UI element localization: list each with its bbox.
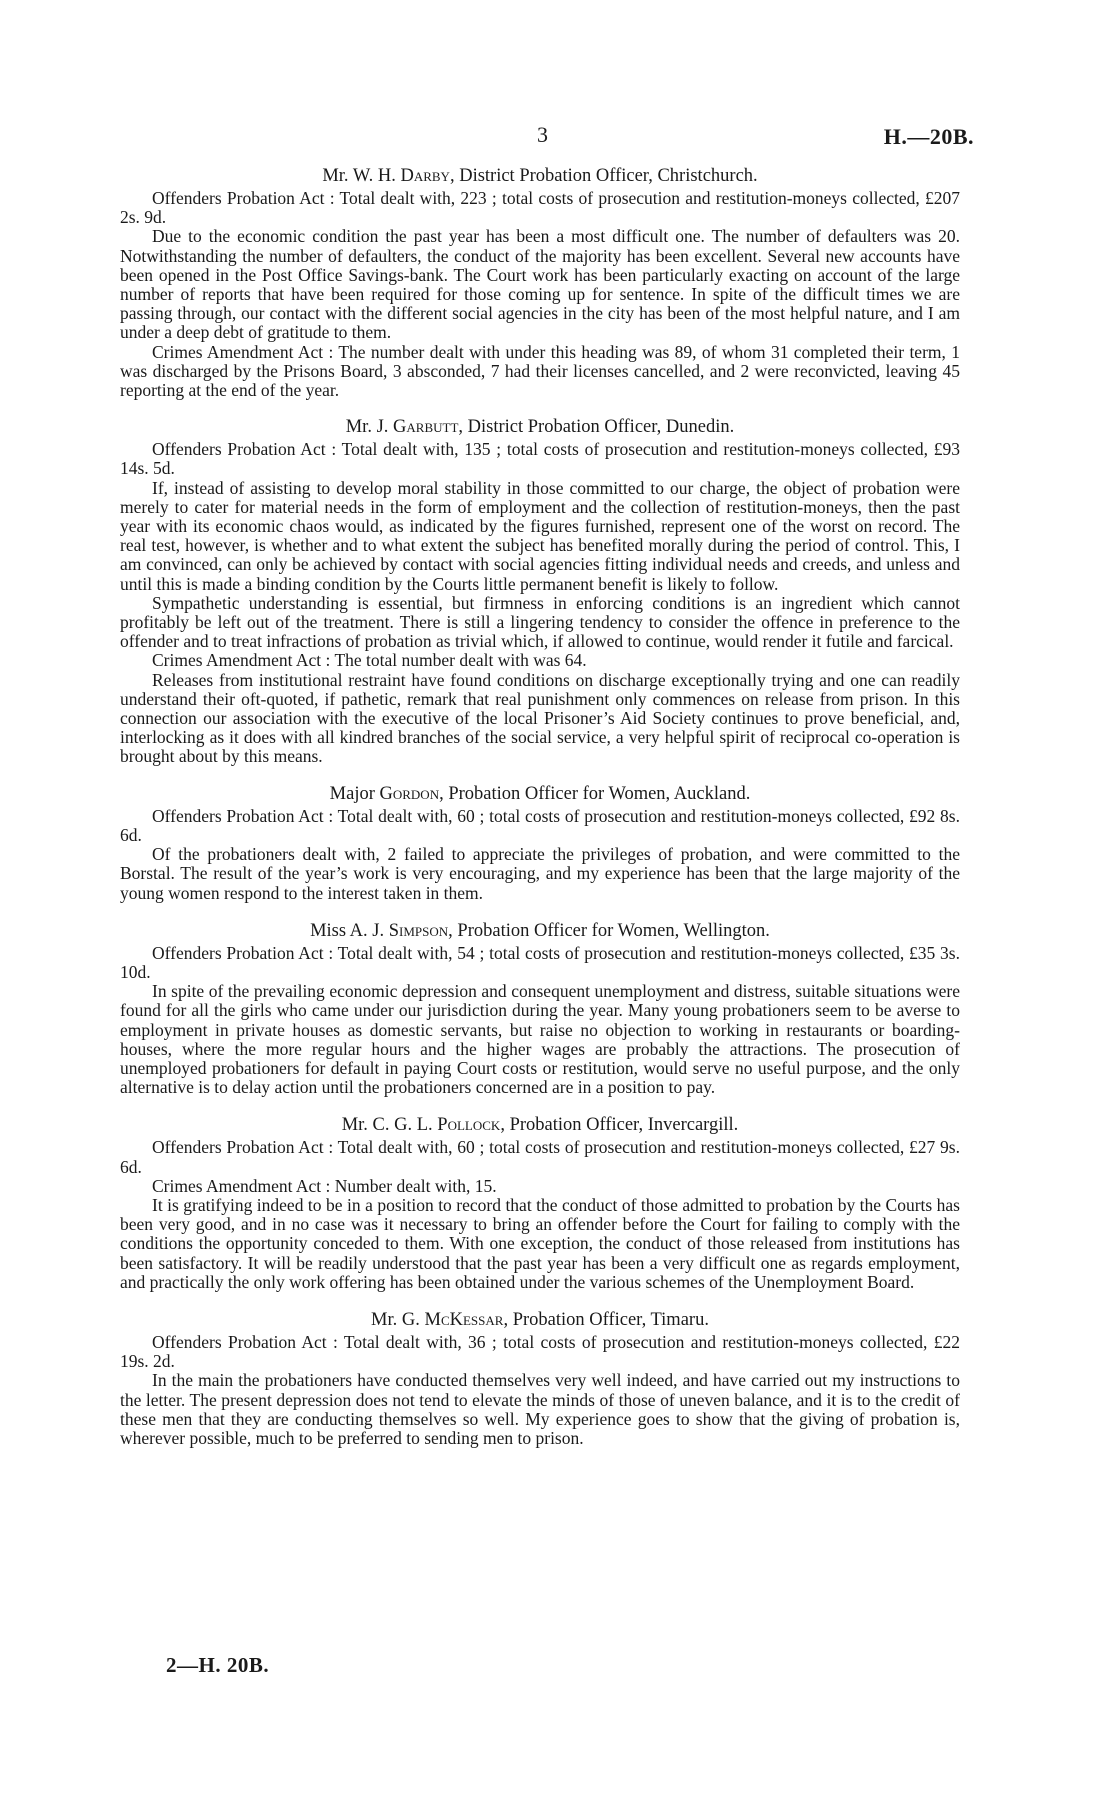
paragraph: Offenders Probation Act : Total dealt with, 36 ; total costs of prosecution and restitution-moneys collected, £22 19s. 2d.	[120, 1331, 960, 1372]
paragraph: Crimes Amendment Act : The number dealt with under this heading was 89, of whom 31 completed their term, 1 was discharged by the Prisons Board, 3 absconded, 7 had their licenses cancelled, and 2 were reconvicted, leaving 45 reporting at the end of the year.	[120, 341, 960, 401]
paragraph: Crimes Amendment Act : The total number dealt with was 64.	[152, 650, 587, 671]
section-heading: Mr. W. H. Darby, District Probation Officer, Christchurch.	[322, 166, 758, 186]
paragraph: Offenders Probation Act : Total dealt with, 60 ; total costs of prosecution and restitution-moneys collected, £92 8s. 6d.	[120, 805, 960, 845]
paragraph: Crimes Amendment Act : Number dealt with, 15.	[152, 1175, 497, 1196]
paragraph: In the main the probationers have conducted themselves very well indeed, and have carried out my instructions to the letter. The present depression does not tend to elevate the minds of those of uneven balance, and it is to the credit of these men that they are conducting themselves so well. My experience goes to show that the giving of probation is, wherever possible, much to be preferred to sending men to prison.	[120, 1370, 960, 1448]
paragraph: Offenders Probation Act : Total dealt with, 223 ; total costs of prosecution and restitution-moneys collected, £207 2s. 9d.	[120, 188, 960, 228]
paragraph: Sympathetic understanding is essential, but firmness in enforcing conditions is an ingredient which cannot profitably be left out of the treatment. There is still a lingering tendency to consider the offence in preference to the offender and to treat infractions of probation as trivial which, if allowed to continue, would render it futile and farcical.	[120, 592, 960, 652]
document-body	[120, 166, 960, 1448]
report-section-auckland	[120, 784, 960, 903]
paragraph: Offenders Probation Act : Total dealt with, 54 ; total costs of prosecution and restitution-moneys collected, £35 3s. 10d.	[120, 942, 960, 982]
section-heading: Miss A. J. Simpson, Probation Officer for Women, Wellington.	[310, 920, 770, 941]
paragraph: Due to the economic condition the past year has been a most difficult one. The number of defaulters was 20. Notwithstanding the number of defaulters, the conduct of the majority has been excellent. Several new accounts have been opened in the Post Office Savings-bank. The Court work has been particularly exacting on account of the large number of reports that have been required for those coming up for sentence. In spite of the difficult times we are passing through, our contact with the different social agencies in the city has been of the most helpful nature, and I am under a deep debt of gratitude to them.	[120, 226, 960, 343]
document-reference: H.—20B.	[883, 124, 974, 149]
paragraph: Offenders Probation Act : Total dealt with, 135 ; total costs of prosecution and restitution-moneys collected, £93 14s. 5d.	[120, 439, 960, 479]
report-section-wellington	[120, 921, 960, 1098]
page-number: 3	[537, 122, 548, 147]
paragraph: Releases from institutional restraint have found conditions on discharge exceptionally trying and one can readily understand their oft-quoted, if pathetic, remark that real punishment only commences on release from prison. In this connection our association with the executive of the local Prisoner’s Aid Society continues to prove beneficial, and, interlocking as it does with all kindred branches of the social service, a very helpful spirit of reciprocal co-operation is brought about by this means.	[120, 669, 960, 767]
page-header	[0, 122, 1114, 152]
paragraph: If, instead of assisting to develop moral stability in those committed to our charge, the object of probation were merely to cater for material needs in the form of employment and the collection of restitution-moneys, then the past year with its economic chaos would, as indicated by the figures furnished, represent one of the worst on record. The real test, however, is whether and to what extent the subject has benefited morally during the period of control. This, I am convinced, can only be achieved by contact with social agencies fitting individual needs and creeds, and unless and until this is made a binding condition by the Courts little permanent benefit is likely to follow.	[120, 477, 960, 594]
paragraph: It is gratifying indeed to be in a position to record that the conduct of those admitted to probation by the Courts has been very good, and in no case was it necessary to bring an offender before the Court for failing to comply with the conditions the opportunity conceded to them. With one exception, the conduct of those released from institutions has been satisfactory. It will be readily understood that the past year has been a very difficult one as regards employment, and practically the only work offering has been obtained under the various schemes of the Unemployment Board.	[120, 1194, 960, 1292]
paragraph: In spite of the prevailing economic depression and consequent unemployment and distress, suitable situations were found for all the girls who came under our jurisdiction during the year. Many young probationers seem to be averse to employment in private houses as domestic servants, but raise no objection to working in restaurants or boarding-houses, where the more regular hours and the higher wages are probably the attractions. The prosecution of unemployed probationers for default in paying Court costs or restitution, would serve no useful purpose, and the only alternative is to delay action until the probationers concerned are in a position to pay.	[120, 981, 960, 1098]
report-section-dunedin	[120, 417, 960, 766]
paragraph: Of the probationers dealt with, 2 failed to appreciate the privileges of probation, and were committed to the Borstal. The result of the year’s work is very encouraging, and my experience has been that the large majority of the young women respond to the interest taken in them.	[120, 844, 960, 903]
report-section-invercargill	[120, 1115, 960, 1292]
section-heading: Major Gordon, Probation Officer for Women, Auckland.	[329, 783, 751, 804]
section-heading: Mr. C. G. L. Pollock, Probation Officer, Invercargill.	[341, 1115, 739, 1136]
paragraph: Offenders Probation Act : Total dealt with, 60 ; total costs of prosecution and restitution-moneys collected, £27 9s. 6d.	[120, 1137, 960, 1177]
report-section-christchurch	[120, 166, 960, 400]
printer-signature: 2—H. 20B.	[166, 1653, 270, 1677]
section-heading: Mr. G. McKessar, Probation Officer, Timaru.	[371, 1309, 709, 1330]
report-section-timaru	[120, 1310, 960, 1448]
section-heading: Mr. J. Garbutt, District Probation Officer, Dunedin.	[345, 417, 735, 438]
